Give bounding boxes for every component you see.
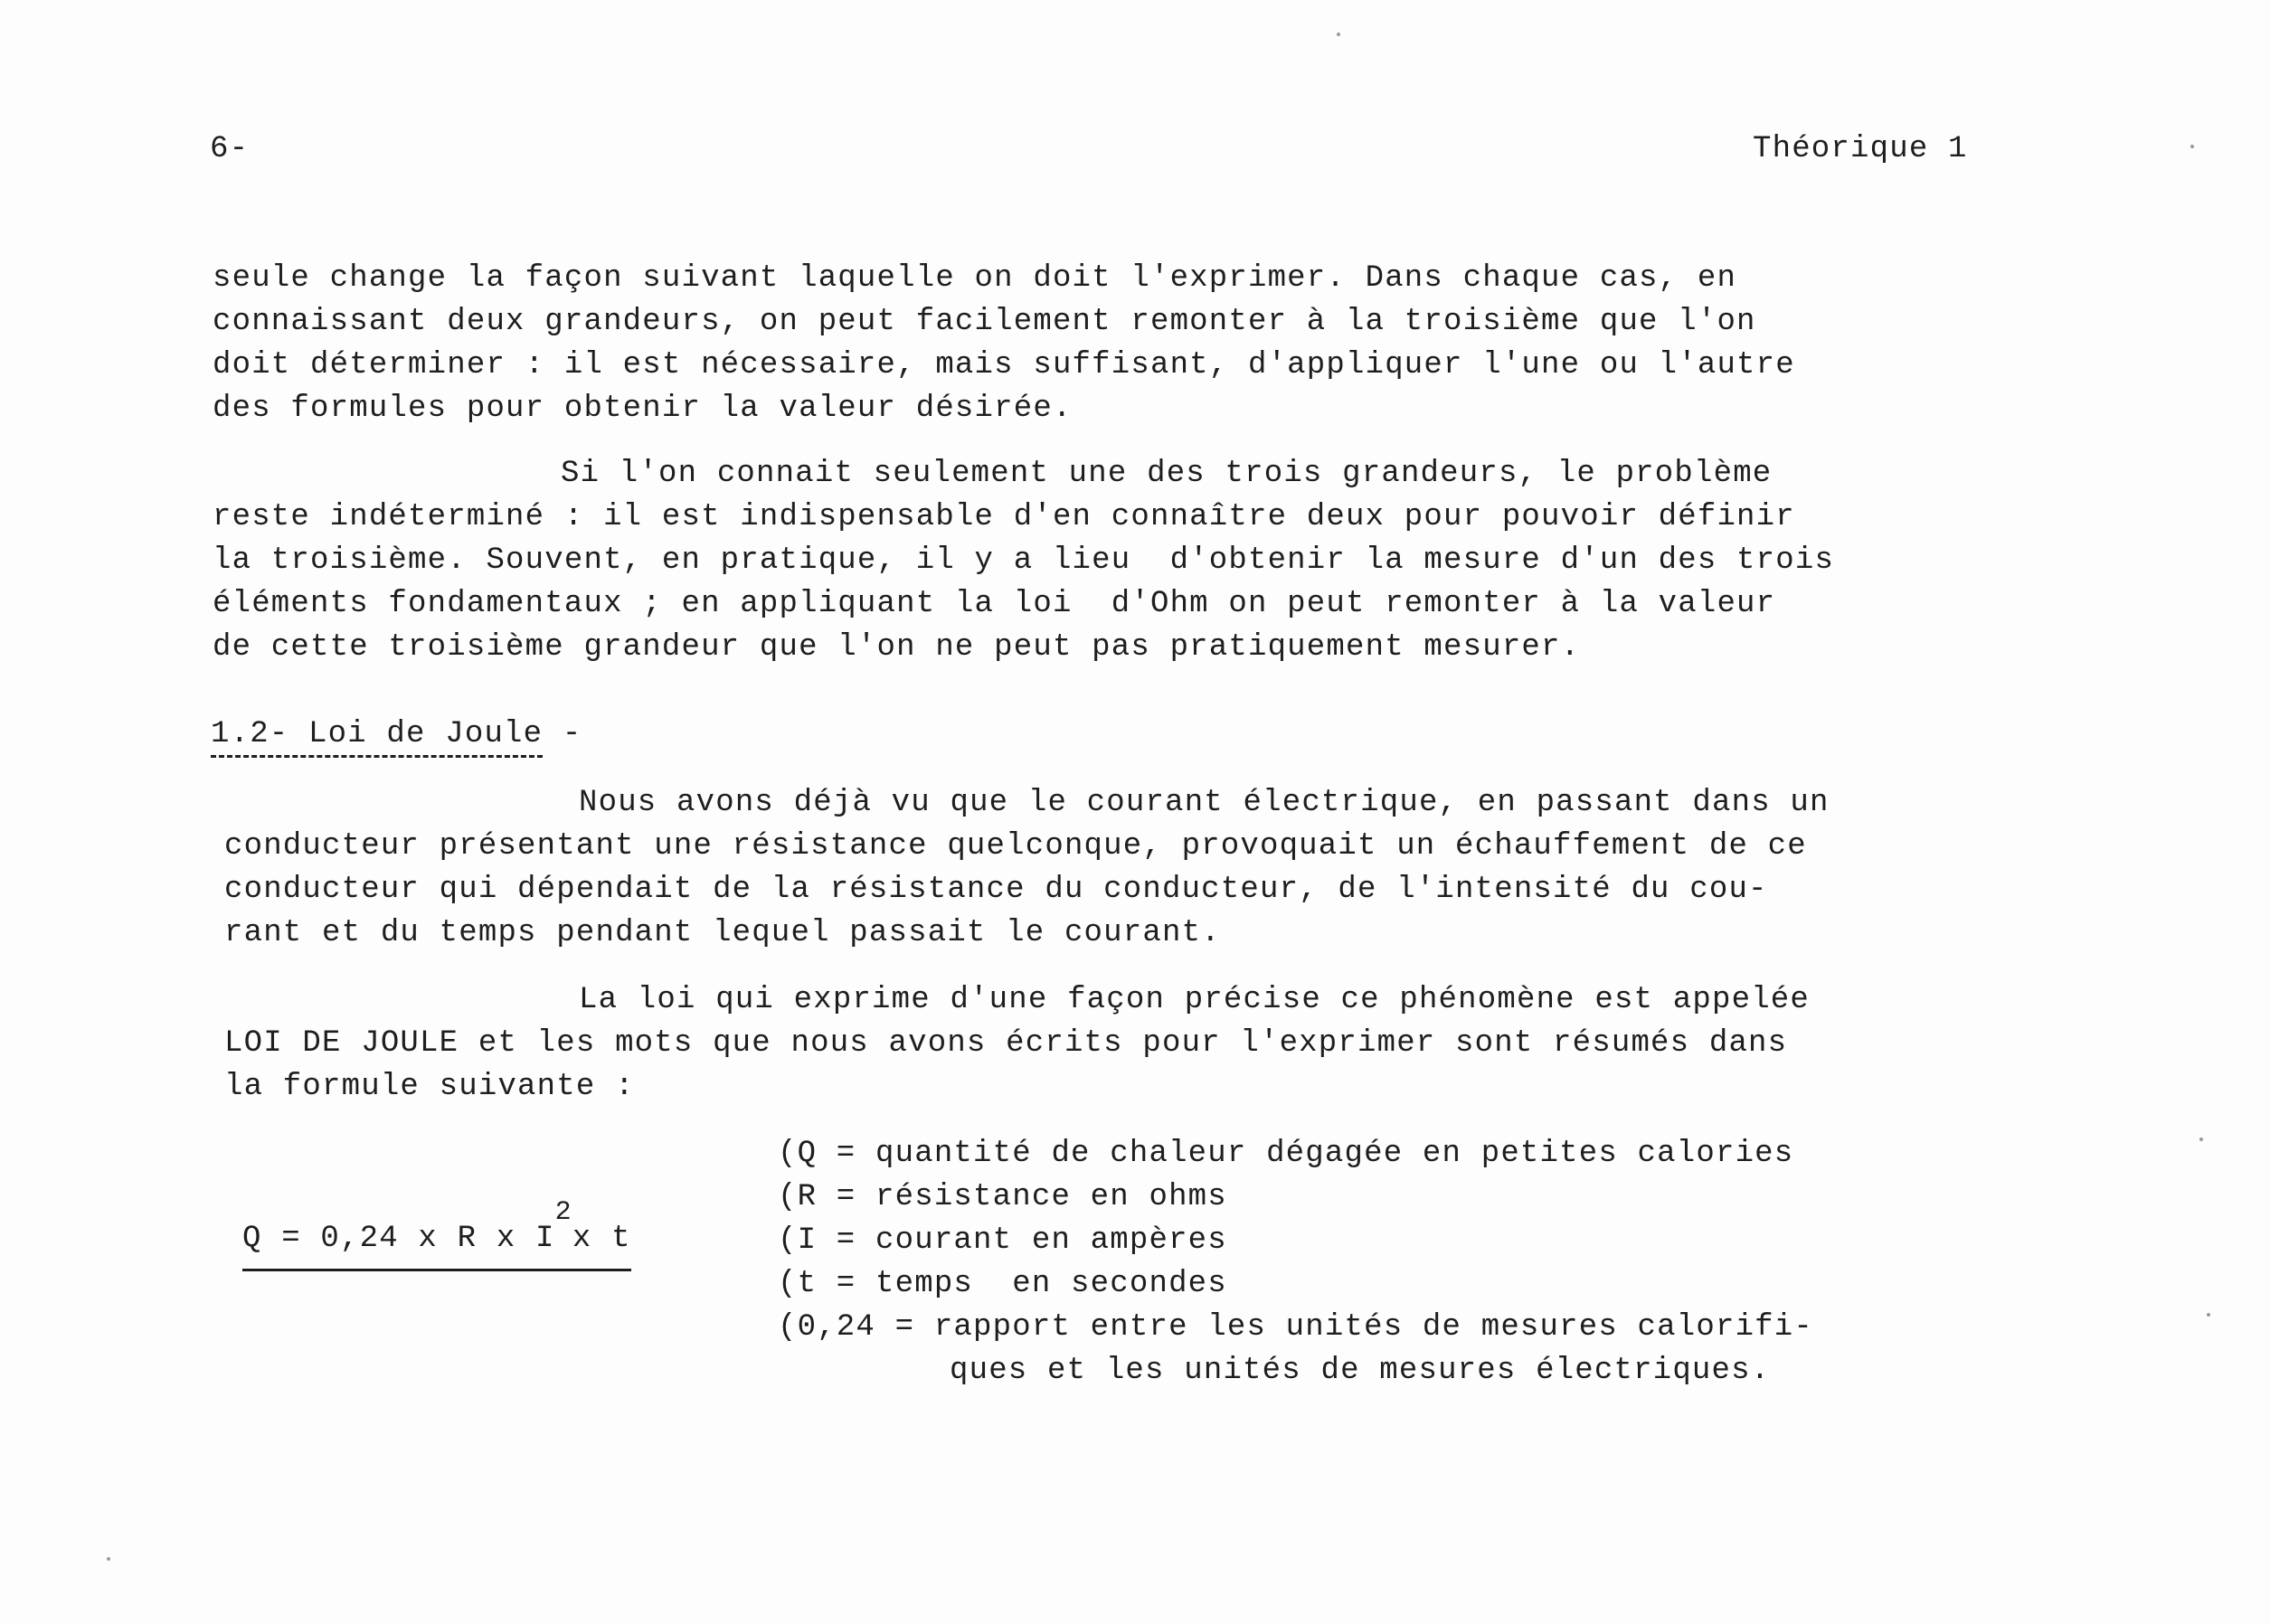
section-heading [211, 716, 582, 752]
page-number: 6- [210, 132, 250, 166]
paragraph-line: doit déterminer : il est nécessaire, mais suffisant, d'appliquer l'une ou l'autre [213, 348, 1795, 382]
definition-line: (0,24 = rapport entre les unités de mesures calorifi- [778, 1310, 1813, 1345]
scan-speck [2207, 1313, 2210, 1317]
definition-line: (I = courant en ampères [778, 1223, 1227, 1258]
paragraph-line: LOI DE JOULE et les mots que nous avons écrits pour l'exprimer sont résumés dans [224, 1026, 1788, 1061]
paragraph-line: des formules pour obtenir la valeur désirée. [213, 392, 1073, 426]
formula-tail: x t [572, 1222, 631, 1256]
paragraph-line: connaissant deux grandeurs, on peut facilement remonter à la troisième que l'on [213, 305, 1756, 339]
paragraph-line: de cette troisième grandeur que l'on ne peut pas pratiquement mesurer. [213, 630, 1581, 665]
definition-line: (t = temps en secondes [778, 1267, 1227, 1301]
paragraph-line: la troisième. Souvent, en pratique, il y a lieu d'obtenir la mesure d'un des trois [213, 543, 1835, 578]
formula-exponent: 2 [554, 1197, 572, 1228]
paragraph-line: la formule suivante : [224, 1070, 635, 1104]
paragraph-line: éléments fondamentaux ; en appliquant la loi d'Ohm on peut remonter à la valeur [213, 587, 1776, 621]
paragraph-line: conducteur qui dépendait de la résistance du conducteur, de l'intensité du cou- [224, 873, 1768, 907]
definition-line: (R = résistance en ohms [778, 1180, 1227, 1214]
paragraph-line: reste indéterminé : il est indispensable d'en connaître deux pour pouvoir définir [213, 500, 1795, 534]
joule-formula [242, 1197, 631, 1271]
paragraph-line: La loi qui exprime d'une façon précise ce phénomène est appelée [579, 983, 1811, 1017]
paragraph-line: rant et du temps pendant lequel passait le courant. [224, 916, 1221, 950]
paragraph-line: conducteur présentant une résistance quelconque, provoquait un échauffement de ce [224, 829, 1807, 864]
scan-speck [2199, 1138, 2203, 1141]
paragraph-line: Si l'on connait seulement une des trois grandeurs, le problème [561, 457, 1773, 491]
section-heading-title: 1.2- Loi de Joule [211, 717, 543, 758]
paragraph-line: seule change la façon suivant laquelle on doit l'exprimer. Dans chaque cas, en [213, 261, 1737, 296]
section-heading-suffix: - [543, 717, 582, 751]
definition-line: (Q = quantité de chaleur dégagée en petites calories [778, 1137, 1794, 1171]
scan-speck [2190, 145, 2194, 148]
section-label: Théorique 1 [1753, 132, 1968, 166]
paragraph-line: Nous avons déjà vu que le courant électrique, en passant dans un [579, 786, 1830, 820]
formula-base: Q = 0,24 x R x I [242, 1222, 555, 1256]
scan-speck [1337, 33, 1340, 36]
definition-line: ques et les unités de mesures électriques. [950, 1354, 1771, 1388]
scan-speck [107, 1557, 110, 1561]
